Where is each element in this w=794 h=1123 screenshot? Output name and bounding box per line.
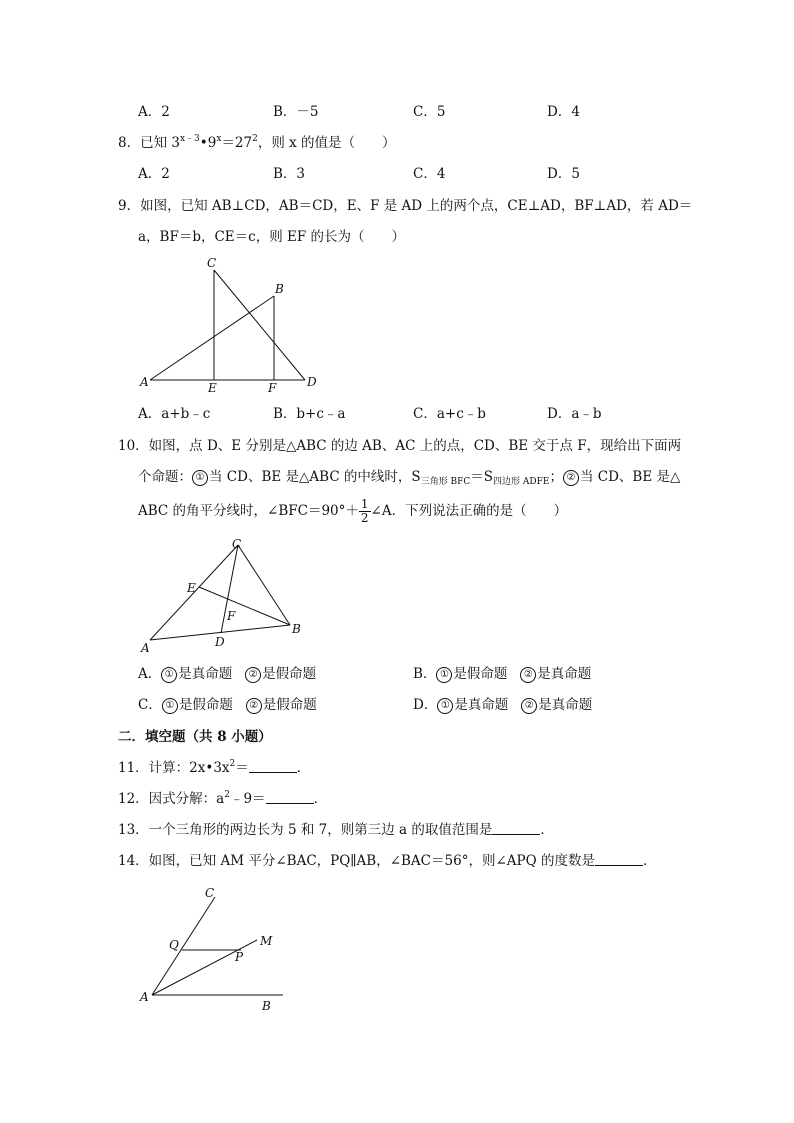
q8-option-b: B．3: [273, 166, 306, 182]
q10-label-d: D: [215, 635, 225, 649]
q9-label-d: D: [307, 375, 317, 389]
q10-stem-line2: 个命题： ① 当 CD、BE 是△ABC 的中线时，$S_{三角形 BFC}=S_{四边形 ADFE}$； ② 当 CD、BE 是△: [138, 469, 681, 487]
q9-label-a: A: [140, 375, 149, 389]
q10-option-a: A． ① 是真命题 ② 是假命题: [138, 666, 317, 682]
q9-label-e: E: [208, 381, 217, 395]
q10-label-b: B: [292, 622, 301, 636]
q9-option-b: B．b+c﹣a: [273, 406, 346, 422]
q14-figure: [135, 880, 305, 1020]
q14-stem: 14．如图，已知 AM 平分∠BAC，PQ∥AB，∠BAC＝56°，则∠APQ 的度数是 ．: [118, 853, 657, 869]
q9-label-c: C: [207, 256, 217, 270]
q7-option-b: B．－5: [273, 104, 319, 120]
q14-label-a: A: [140, 990, 149, 1004]
q11-stem: 11．计算：$2x•3x^2=$ ．: [118, 759, 311, 776]
q7-option-a: A．2: [138, 104, 170, 120]
q10-label-f: F: [227, 609, 236, 623]
q10-stem-line3: ABC 的角平分线时，∠BFC＝90°＋ $\frac{1}{2}$ ∠A．下列说法正确的是（ ）: [138, 497, 568, 525]
q14-answer-blank: [595, 853, 643, 866]
q8-option-d: D．5: [547, 166, 580, 182]
q9-label-f: F: [268, 381, 277, 395]
q10-label-e: E: [187, 581, 196, 595]
q11-answer-blank: [249, 760, 297, 773]
q9-option-a: A．a+b﹣c: [138, 406, 211, 422]
q14-label-b: B: [262, 999, 271, 1013]
q14-label-c: C: [205, 886, 215, 900]
q12-stem: 12．因式分解：$a^2﹣9=$ ．: [118, 790, 328, 807]
q14-label-q: Q: [169, 938, 179, 952]
q13-stem: 13．一个三角形的两边长为 5 和 7，则第三边 a 的取值范围是 ．: [118, 822, 554, 838]
q9-label-b: B: [275, 282, 284, 296]
q9-stem-line2: a，BF＝b，CE＝c，则 EF 的长为（ ）: [138, 229, 406, 245]
q13-answer-blank: [492, 822, 540, 835]
q10-option-d: D． ① 是真命题 ② 是真命题: [413, 697, 593, 713]
q7-option-c: C．5: [413, 104, 446, 120]
q8-stem: 8．已知 $3^{x﹣3}•9^x=27^2$，则 x 的值是（ ）: [118, 134, 396, 151]
q10-option-c: C． ① 是假命题 ② 是假命题: [138, 697, 317, 713]
q8-option-a: A．2: [138, 166, 170, 182]
q10-label-a: A: [141, 641, 150, 655]
q10-figure: [135, 530, 315, 660]
q10-label-c: C: [232, 537, 242, 551]
q10-stem-line1: 10．如图，点 D、E 分别是△ABC 的边 AB、AC 上的点，CD、BE 交于点 F，现给出下面两: [118, 438, 682, 454]
q7-option-d: D．4: [547, 104, 580, 120]
section-heading: 二．填空题（共 8 小题）: [118, 729, 272, 745]
q9-figure: [130, 250, 330, 400]
q9-stem-line1: 9．如图，已知 AB⊥CD，AB＝CD，E、F 是 AD 上的两个点，CE⊥AD，BF⊥AD，若 AD＝: [118, 198, 693, 214]
q10-option-b: B． ① 是假命题 ② 是真命题: [413, 666, 592, 682]
q14-label-p: P: [235, 950, 244, 964]
q14-label-m: M: [260, 934, 273, 948]
q8-option-c: C．4: [413, 166, 446, 182]
q12-answer-blank: [266, 791, 314, 804]
q9-option-c: C．a+c﹣b: [413, 406, 486, 422]
q9-option-d: D．a﹣b: [547, 406, 602, 422]
